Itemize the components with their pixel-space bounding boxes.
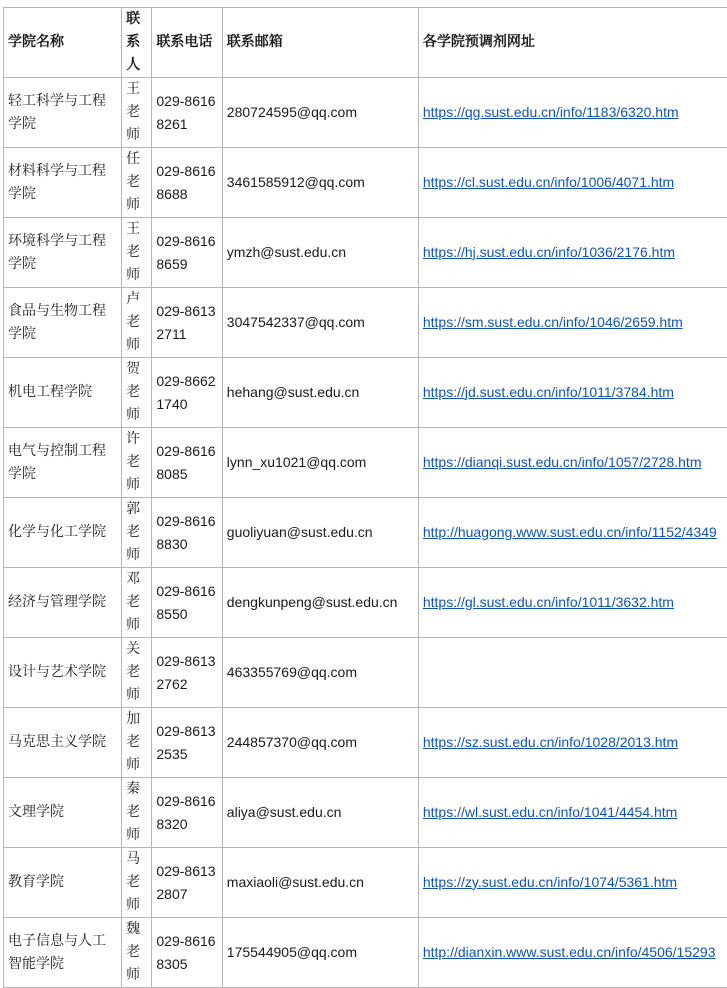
table-row [4, 78, 727, 148]
college-name-cell: 教育学院 [4, 848, 122, 918]
email-cell: hehang@sust.edu.cn [222, 358, 418, 428]
table-row [4, 568, 727, 638]
email-cell: maxiaoli@sust.edu.cn [222, 848, 418, 918]
contact-person-cell: 魏老师 [122, 918, 152, 988]
contact-person-cell: 许老师 [122, 428, 152, 498]
header-phone: 联系电话 [152, 8, 222, 78]
college-site-link[interactable]: https://sz.sust.edu.cn/info/1028/2013.htm [423, 734, 678, 750]
url-cell [418, 498, 727, 568]
email-cell: lynn_xu1021@qq.com [222, 428, 418, 498]
url-cell [418, 428, 727, 498]
email-cell: 280724595@qq.com [222, 78, 418, 148]
contact-person-cell: 贺老师 [122, 358, 152, 428]
url-cell [418, 218, 727, 288]
email-cell: 463355769@qq.com [222, 638, 418, 708]
header-url: 各学院预调剂网址 [418, 8, 727, 78]
college-site-link[interactable]: https://zy.sust.edu.cn/info/1074/5361.htm [423, 874, 677, 890]
table-row [4, 148, 727, 218]
url-cell [418, 848, 727, 918]
phone-cell: 029-86168320 [152, 778, 222, 848]
table-row [4, 918, 727, 988]
url-cell [418, 918, 727, 988]
college-site-link[interactable]: https://gl.sust.edu.cn/info/1011/3632.htm [423, 594, 674, 610]
contact-person-cell: 邓老师 [122, 568, 152, 638]
phone-cell: 029-86168659 [152, 218, 222, 288]
phone-cell: 029-86168085 [152, 428, 222, 498]
url-cell [418, 638, 727, 708]
email-cell: 3461585912@qq.com [222, 148, 418, 218]
email-cell: guoliyuan@sust.edu.cn [222, 498, 418, 568]
email-cell: 3047542337@qq.com [222, 288, 418, 358]
contact-person-cell: 秦老师 [122, 778, 152, 848]
college-site-link[interactable]: http://huagong.www.sust.edu.cn/info/1152/4349 [423, 524, 717, 540]
header-college: 学院名称 [4, 8, 122, 78]
college-site-link[interactable]: https://qg.sust.edu.cn/info/1183/6320.htm [423, 104, 679, 120]
table-row [4, 708, 727, 778]
phone-cell: 029-86168261 [152, 78, 222, 148]
college-name-cell: 设计与艺术学院 [4, 638, 122, 708]
phone-cell: 029-86168688 [152, 148, 222, 218]
phone-cell: 029-86621740 [152, 358, 222, 428]
college-site-link[interactable]: http://dianxin.www.sust.edu.cn/info/4506/15293 [423, 944, 716, 960]
college-name-cell: 化学与化工学院 [4, 498, 122, 568]
email-cell: 244857370@qq.com [222, 708, 418, 778]
college-name-cell: 材料科学与工程学院 [4, 148, 122, 218]
college-site-link[interactable]: https://cl.sust.edu.cn/info/1006/4071.htm [423, 174, 674, 190]
college-name-cell: 环境科学与工程学院 [4, 218, 122, 288]
college-name-cell: 机电工程学院 [4, 358, 122, 428]
email-cell: 175544905@qq.com [222, 918, 418, 988]
phone-cell: 029-86132711 [152, 288, 222, 358]
email-cell: aliya@sust.edu.cn [222, 778, 418, 848]
contact-person-cell: 卢老师 [122, 288, 152, 358]
college-site-link[interactable]: https://sm.sust.edu.cn/info/1046/2659.htm [423, 314, 683, 330]
college-site-link[interactable]: https://dianqi.sust.edu.cn/info/1057/2728.htm [423, 454, 702, 470]
phone-cell: 029-86132762 [152, 638, 222, 708]
table-body [4, 78, 727, 988]
email-cell: ymzh@sust.edu.cn [222, 218, 418, 288]
url-cell [418, 148, 727, 218]
college-name-cell: 文理学院 [4, 778, 122, 848]
email-cell: dengkunpeng@sust.edu.cn [222, 568, 418, 638]
college-name-cell: 马克思主义学院 [4, 708, 122, 778]
url-cell [418, 568, 727, 638]
college-site-link[interactable]: https://hj.sust.edu.cn/info/1036/2176.htm [423, 244, 675, 260]
table-row [4, 848, 727, 918]
phone-cell: 029-86168305 [152, 918, 222, 988]
phone-cell: 029-86168830 [152, 498, 222, 568]
table-row [4, 638, 727, 708]
college-site-link[interactable]: https://jd.sust.edu.cn/info/1011/3784.htm [423, 384, 674, 400]
url-cell [418, 78, 727, 148]
contact-person-cell: 王老师 [122, 218, 152, 288]
college-name-cell: 食品与生物工程学院 [4, 288, 122, 358]
contact-person-cell: 郭老师 [122, 498, 152, 568]
contact-person-cell: 加老师 [122, 708, 152, 778]
college-contact-table [3, 7, 727, 988]
phone-cell: 029-86168550 [152, 568, 222, 638]
phone-cell: 029-86132535 [152, 708, 222, 778]
url-cell [418, 708, 727, 778]
table-row [4, 778, 727, 848]
table-row [4, 428, 727, 498]
url-cell [418, 358, 727, 428]
college-name-cell: 电气与控制工程学院 [4, 428, 122, 498]
table-row [4, 498, 727, 568]
table-header-row [4, 8, 727, 78]
url-cell [418, 288, 727, 358]
url-cell [418, 778, 727, 848]
table-row [4, 288, 727, 358]
college-name-cell: 经济与管理学院 [4, 568, 122, 638]
contact-person-cell: 马老师 [122, 848, 152, 918]
table-row [4, 358, 727, 428]
header-contact-person: 联系人 [122, 8, 152, 78]
college-name-cell: 轻工科学与工程学院 [4, 78, 122, 148]
college-site-link[interactable]: https://wl.sust.edu.cn/info/1041/4454.htm [423, 804, 678, 820]
contact-person-cell: 王老师 [122, 78, 152, 148]
contact-person-cell: 关老师 [122, 638, 152, 708]
header-email: 联系邮箱 [222, 8, 418, 78]
phone-cell: 029-86132807 [152, 848, 222, 918]
contact-person-cell: 任老师 [122, 148, 152, 218]
college-name-cell: 电子信息与人工智能学院 [4, 918, 122, 988]
table-row [4, 218, 727, 288]
